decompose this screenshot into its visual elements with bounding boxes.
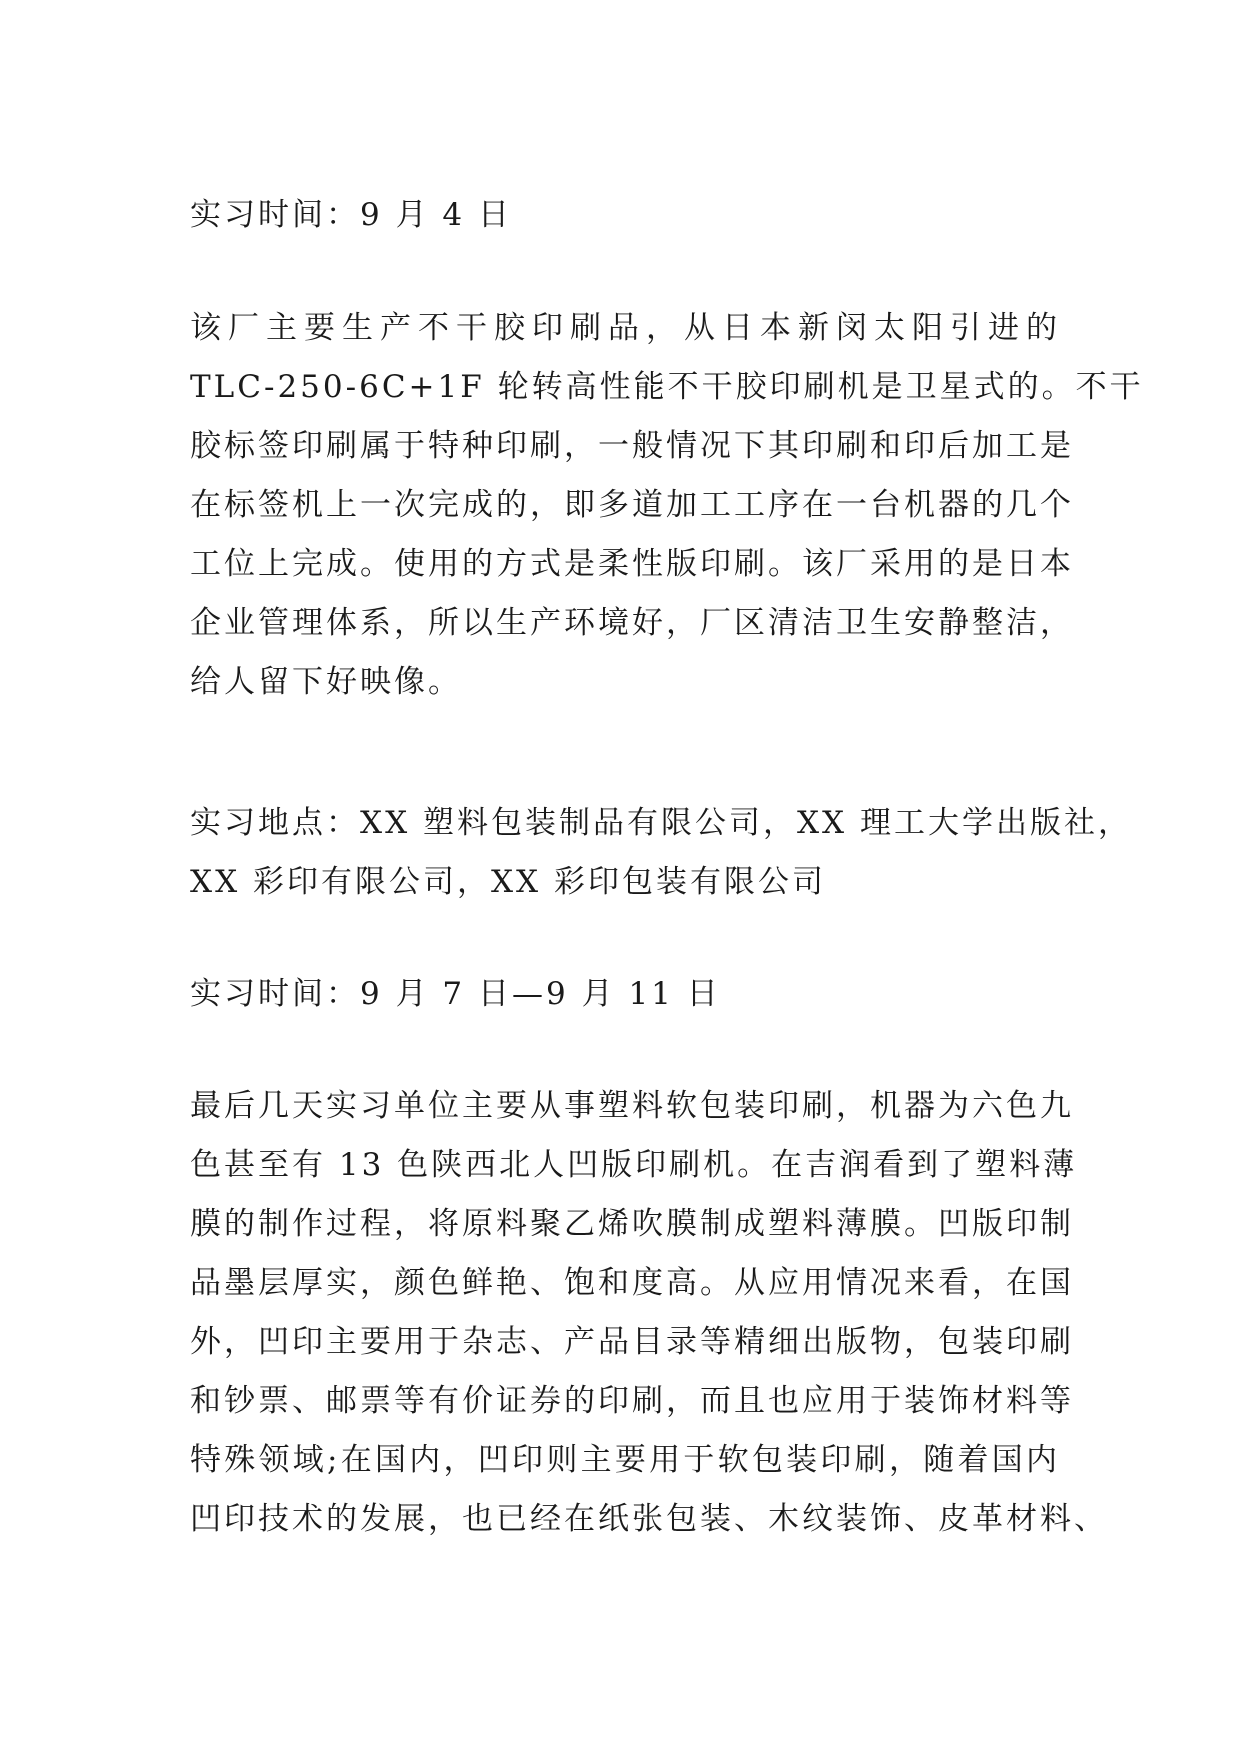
gravure-printing-paragraph <box>190 1077 1108 1549</box>
text-line: 凹印技术的发展，也已经在纸张包装、木纹装饰、皮革材料、 <box>190 1501 1108 1537</box>
text-line: 外，凹印主要用于杂志、产品目录等精细出版物，包装印刷 <box>190 1324 1074 1360</box>
internship-time-heading-2 <box>190 965 1060 1024</box>
text-line: 实习时间：9 月 4 日 <box>190 197 513 233</box>
text-line: TLC-250-6C+1F 轮转高性能不干胶印刷机是卫星式的。不干 <box>190 369 1144 405</box>
internship-time-heading-1 <box>190 186 1060 245</box>
factory-description-paragraph <box>190 299 1144 712</box>
text-line: 工位上完成。使用的方式是柔性版印刷。该厂采用的是日本 <box>190 546 1074 582</box>
text-line: 和钞票、邮票等有价证券的印刷，而且也应用于装饰材料等 <box>190 1383 1074 1419</box>
text-line: 品墨层厚实，颜色鲜艳、饱和度高。从应用情况来看，在国 <box>190 1265 1074 1301</box>
text-line: 该厂主要生产不干胶印刷品，从日本新闵太阳引进的 <box>190 310 1060 346</box>
text-line: 实习时间：9 月 7 日—9 月 11 日 <box>190 976 721 1012</box>
text-line: 膜的制作过程，将原料聚乙烯吹膜制成塑料薄膜。凹版印制 <box>190 1206 1074 1242</box>
text-line: 色甚至有 13 色陕西北人凹版印刷机。在吉润看到了塑料薄 <box>190 1147 1078 1183</box>
text-line: 企业管理体系，所以生产环境好，厂区清洁卫生安静整洁， <box>190 605 1074 641</box>
text-line: 在标签机上一次完成的，即多道加工工序在一台机器的几个 <box>190 487 1074 523</box>
text-line: 胶标签印刷属于特种印刷，一般情况下其印刷和印后加工是 <box>190 428 1074 464</box>
text-line: 特殊领域;在国内，凹印则主要用于软包装印刷，随着国内 <box>190 1442 1060 1478</box>
internship-location-paragraph <box>190 794 1132 912</box>
text-line: 给人留下好映像。 <box>190 664 462 700</box>
text-line: XX 彩印有限公司，XX 彩印包装有限公司 <box>190 864 826 900</box>
text-line: 实习地点：XX 塑料包装制品有限公司，XX 理工大学出版社， <box>190 805 1132 841</box>
text-line: 最后几天实习单位主要从事塑料软包装印刷，机器为六色九 <box>190 1088 1074 1124</box>
